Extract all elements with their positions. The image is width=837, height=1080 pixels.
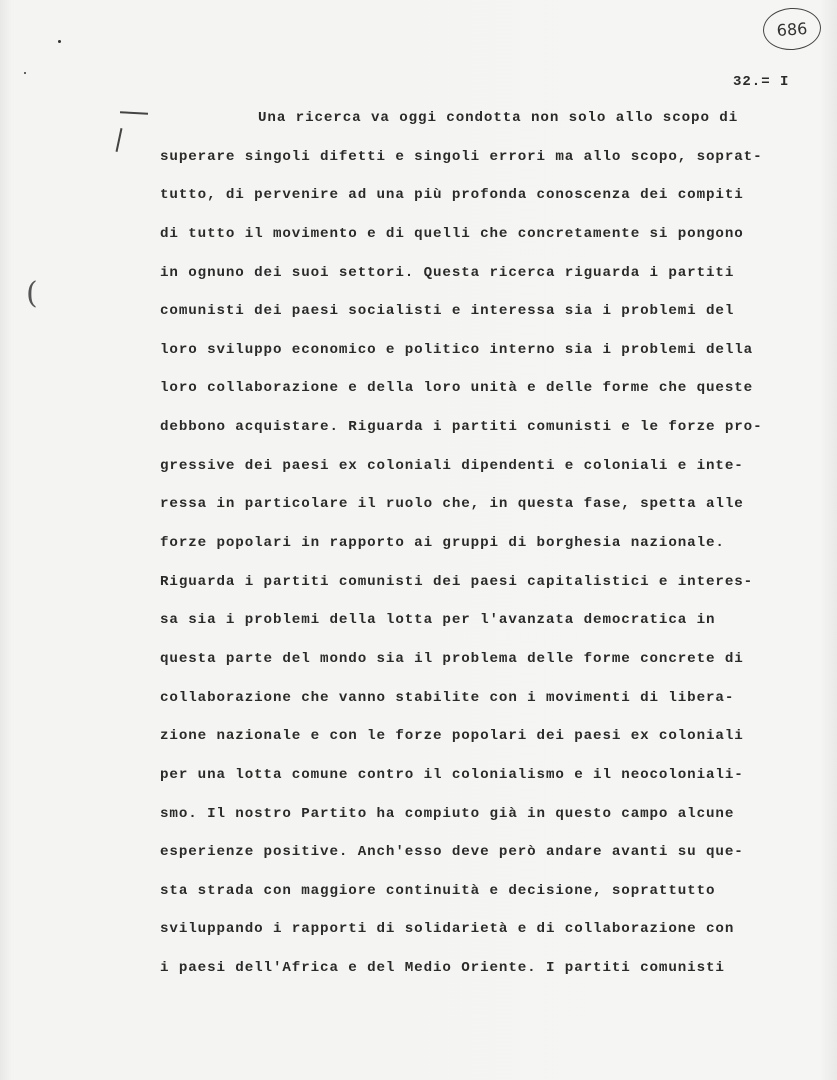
text-line: tutto, di pervenire ad una più profonda conoscenza dei compiti	[160, 187, 744, 204]
text-line: zione nazionale e con le forze popolari dei paesi ex coloniali	[160, 728, 744, 745]
text-line: i paesi dell'Africa e del Medio Oriente. I partiti comunisti	[160, 960, 725, 977]
margin-parenthesis-mark: (	[26, 276, 38, 311]
text-line: debbono acquistare. Riguarda i partiti comunisti e le forze pro-	[160, 419, 763, 436]
text-line: loro sviluppo economico e politico interno sia i problemi della	[160, 341, 754, 358]
text-line: in ognuno dei suoi settori. Questa ricerca riguarda i partiti	[160, 264, 735, 281]
text-line: sa sia i problemi della lotta per l'avanzata democratica in	[160, 612, 716, 629]
text-line: sviluppando i rapporti di solidarietà e di collaborazione con	[160, 921, 735, 938]
text-line: comunisti dei paesi socialisti e interessa sia i problemi del	[160, 303, 735, 320]
text-line: Riguarda i partiti comunisti dei paesi capitalistici e interes-	[160, 573, 754, 590]
text-line: gressive dei paesi ex coloniali dipendenti e coloniali e inte-	[160, 457, 744, 474]
text-line: smo. Il nostro Partito ha compiuto già in questo campo alcune	[160, 805, 735, 822]
text-line: sta strada con maggiore continuità e decisione, soprattutto	[160, 882, 716, 899]
text-line: di tutto il movimento e di quelli che concretamente si pongono	[160, 225, 744, 242]
archive-stamp	[762, 6, 823, 52]
text-line: esperienze positive. Anch'esso deve però andare avanti su que-	[160, 844, 744, 861]
text-line: ressa in particolare il ruolo che, in questa fase, spetta alle	[160, 496, 744, 513]
margin-dot	[24, 72, 26, 74]
margin-dot	[58, 40, 61, 43]
text-line: superare singoli difetti e singoli errori ma allo scopo, soprat-	[160, 148, 763, 165]
margin-stroke-mark	[116, 128, 123, 152]
archive-stamp-number: 686	[776, 18, 808, 40]
text-line: questa parte del mondo sia il problema delle forme concrete di	[160, 650, 744, 667]
text-line: forze popolari in rapporto ai gruppi di borghesia nazionale.	[160, 535, 725, 552]
text-line: per una lotta comune contro il colonialismo e il neocoloniali-	[160, 766, 744, 783]
text-line: loro collaborazione e della loro unità e delle forme che queste	[160, 380, 754, 397]
text-line: Una ricerca va oggi condotta non solo allo scopo di	[258, 110, 739, 126]
text-line: collaborazione che vanno stabilite con i movimenti di libera-	[160, 689, 735, 706]
margin-dash-mark	[120, 111, 148, 114]
typed-text-body	[160, 104, 800, 993]
page-number: 32.= I	[733, 74, 790, 90]
